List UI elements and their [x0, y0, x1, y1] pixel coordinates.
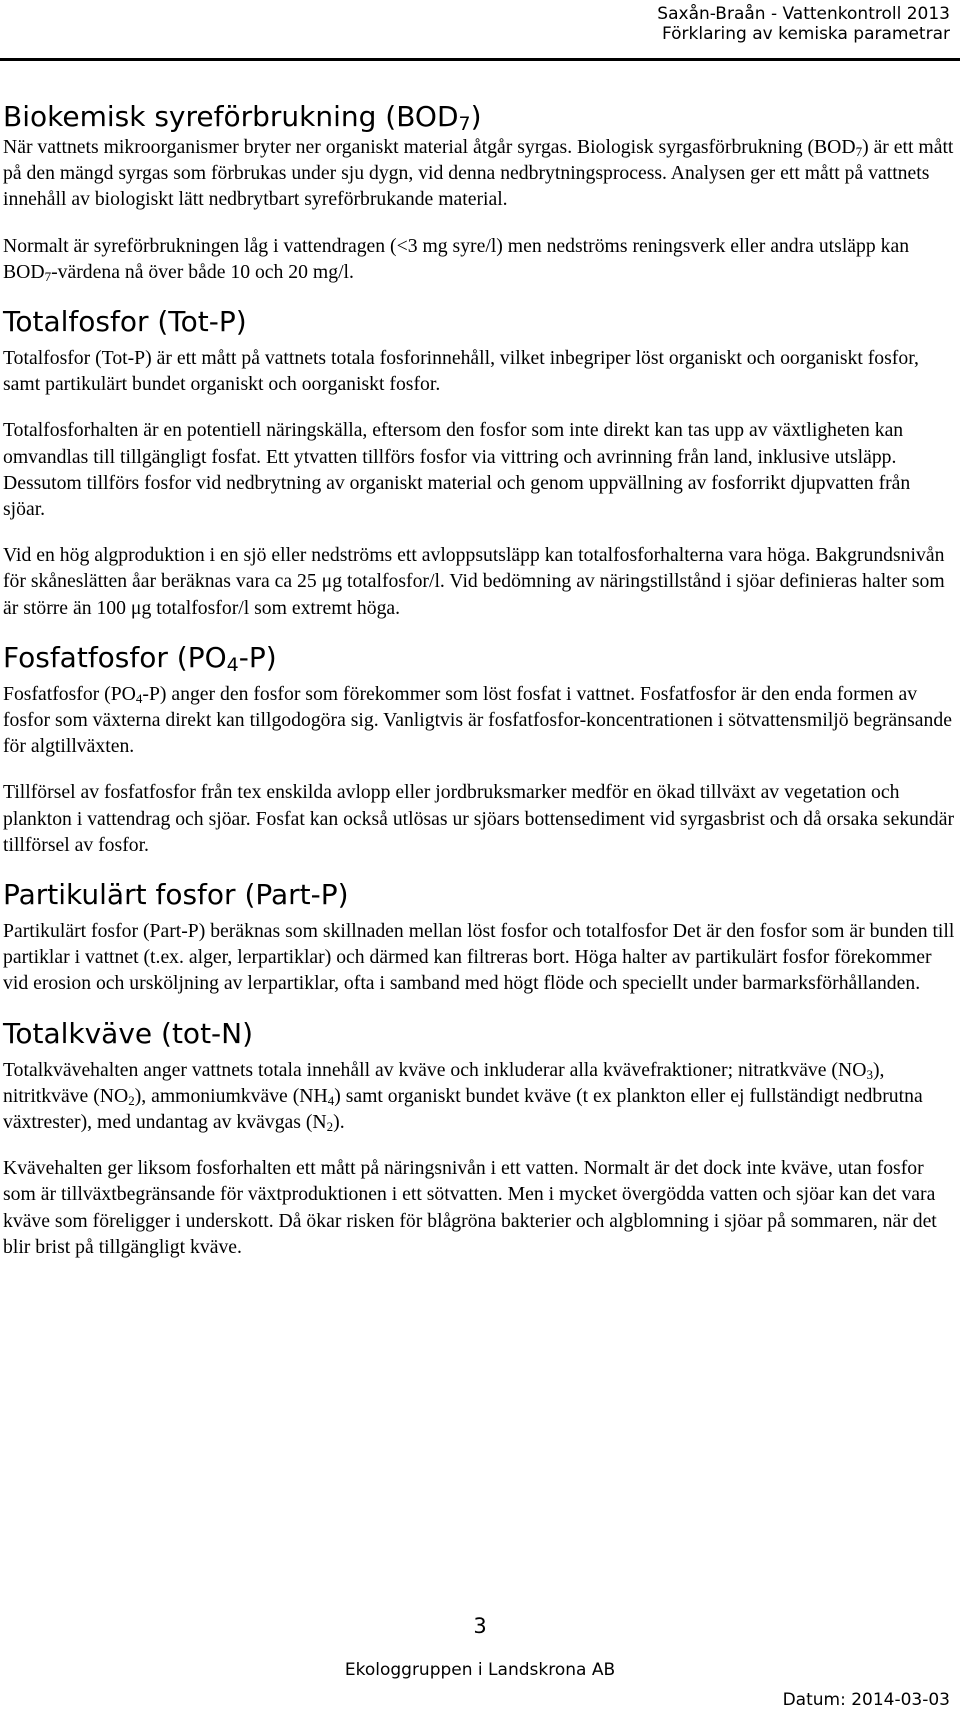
section-heading: Biokemisk syreförbrukning $(BOD_7)$ [3, 100, 482, 135]
section-heading: Totalkväve (tot-N) [3, 1016, 254, 1050]
paragraph: Fosfatfosfor $(PO_4-P)$ anger den fosfor som förekommer som löst fosfat i vattnet. Fosfatfosfor är den enda formen av fosfor som växterna direkt kan tillgodogöra sig. Vanligtvis är fosfatfosfor-koncentrationen i sötvattensmiljö begränsande för algtillväxten. [3, 682, 952, 758]
document-body [3, 100, 955, 1280]
header-title: Saxån-Braån - Vattenkontroll 2013 [657, 4, 950, 24]
paragraph: Normalt är syreförbrukningen låg i vattendragen (<3 mg syre/l) men nedströms reningsverk eller andra utsläpp kan $BOD_7$-värdena nå över både 10 och 20 mg/l. [3, 234, 910, 284]
paragraph: Totalkvävehalten anger vattnets totala innehåll av kväve och inkluderar alla kvävefraktioner; nitratkväve $(NO_3)$, nitritkväve $(NO_2)$, ammoniumkväve $(NH_4)$ samt organiskt bundet kväve (t ex plankton eller ej fullständigt nedbrutna växtrester), med undantag av kvävgas $(N_2)$. [3, 1058, 923, 1135]
paragraph: Partikulärt fosfor (Part-P) beräknas som skillnaden mellan löst fosfor och totalfosfor Det är den fosfor som är bunden till partiklar i vattnet (t.ex. alger, lerpartiklar) och därmed kan filtreras bort. Höga halter av partikulärt fosfor förekommer vid erosion och ursköljning av lerpartiklar, ofta i samband med högt flöde och speciellt under barmarksförhållanden. [3, 920, 955, 995]
section-totalkvave [3, 1017, 955, 1260]
paragraph: När vattnets mikroorganismer bryter ner organiskt material åtgår syrgas. Biologisk syrgasförbrukning $(BOD_7)$ är ett mått på den mängd syrgas som förbrukas under sju dygn, vid denna nedbrytningsprocess. Analysen ger ett mått på vattnets innehåll av biologiskt lätt nedbrytbart syreförbrukande material. [3, 136, 954, 211]
section-heading: Totalfosfor (Tot-P) [3, 305, 247, 339]
paragraph: Tillförsel av fosfatfosfor från tex enskilda avlopp eller jordbruksmarker medför en ökad tillväxt av vegetation och plankton i vattendrag och sjöar. Fosfat kan också utlösas ur sjöars bottensediment vid syrgasbrist och då orsaka sekundär tillförsel av fosfor. [3, 781, 954, 856]
page-number: 3 [473, 1614, 487, 1638]
page-header [657, 4, 950, 44]
footer-company: Ekologgruppen i Landskrona AB [344, 1660, 616, 1680]
paragraph: Vid en hög algproduktion i en sjö eller nedströms ett avloppsutsläpp kan totalfosforhalterna vara höga. Bakgrundsnivån för skåneslätten åar beräknas vara ca 25 μg totalfosfor/l. Vid bedömning av näringstillstånd i sjöar definieras halter som är större än 100 μg totalfosfor/l som extremt höga. [3, 544, 945, 619]
section-heading: Fosfatfosfor $(PO_4-P)$ [3, 640, 277, 676]
paragraph: Kvävehalten ger liksom fosforhalten ett mått på näringsnivån i ett vatten. Normalt är det dock inte kväve, utan fosfor som är tillväxtbegränsande för växtproduktionen i ett sötvatten. Men i mycket övergödda vatten och sjöar kan det vara kväve som föreligger i underskott. Då ökar risken för blågröna bakterier och algblomning i sjöar på sommaren, när det blir brist på tillgängligt kväve. [3, 1157, 937, 1258]
section-heading: Partikulärt fosfor (Part-P) [3, 878, 349, 912]
footer-date: Datum: 2014-03-03 [782, 1690, 950, 1710]
paragraph: Totalfosforhalten är en potentiell näringskälla, eftersom den fosfor som inte direkt kan tas upp av växtligheten kan omvandlas till tillgängligt fosfat. Ett ytvatten tillförs fosfor via vittring och avrinning från land, inklusive utsläpp. Dessutom tillförs fosfor vid nedbrytning av organiskt material och genom uppvällning av fosforrikt djupvatten från sjöar. [3, 419, 911, 521]
section-partikulart-fosfor [3, 878, 955, 997]
header-subtitle: Förklaring av kemiska parametrar [661, 24, 950, 44]
section-totalfosfor [3, 305, 955, 621]
paragraph: Totalfosfor (Tot-P) är ett mått på vattnets totala fosforinnehåll, vilket inbegriper löst organiskt och oorganiskt fosfor, samt partikulärt bundet organiskt och oorganiskt fosfor. [3, 347, 919, 396]
header-divider [0, 58, 960, 61]
section-bod [3, 100, 955, 285]
section-fosfatfosfor [3, 641, 955, 858]
